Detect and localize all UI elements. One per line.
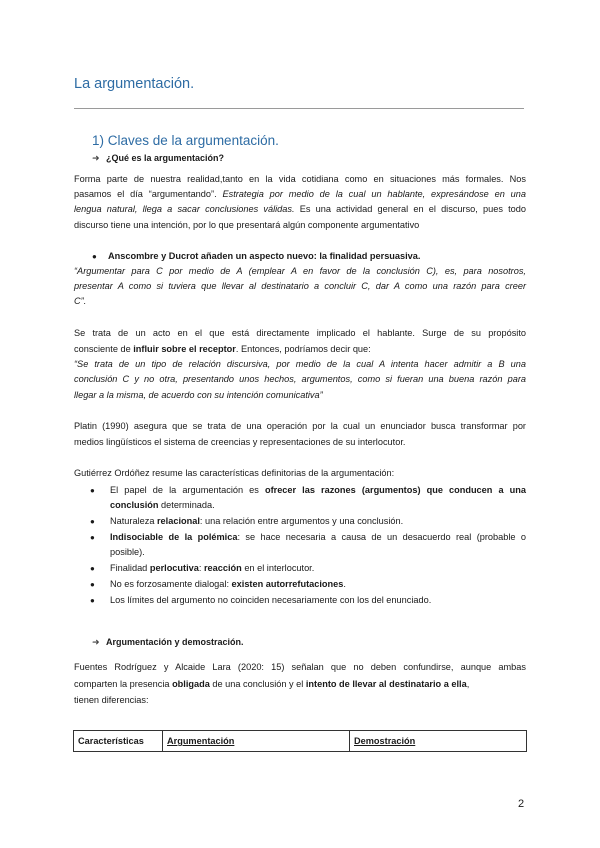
feature-1-line2: conclusión determinada. <box>110 500 215 510</box>
para1-line3: lengua natural, llega a sacar conclusiones válidas. Es una actividad general en el discurso, pues todo <box>74 204 526 214</box>
feature-4: Finalidad perlocutiva: reacción en el interlocutor. <box>110 563 315 573</box>
para2-line4: conclusión C y no otra, presentando unos hechos, argumentos, como si fueran una buena razón para <box>74 374 526 384</box>
bullet-icon: ● <box>90 596 95 605</box>
para1-line2: pasamos el día “argumentando”. Estrategia por medio de la cual un hablante, expresándose en una <box>74 189 526 199</box>
arrow-right-icon: ➜ <box>92 637 100 647</box>
feature-5: No es forzosamente dialogal: existen autorrefutaciones. <box>110 579 346 589</box>
para2-line1: Se trata de un acto en el que está directamente implicado el hablante. Surge de su propósito <box>74 328 526 338</box>
para1-line1: Forma parte de nuestra realidad,tanto en la vida cotidiana como en situaciones más formales. Nos <box>74 174 526 184</box>
para3-line2: medios lingüísticos el sistema de creencias y representaciones de su interlocutor. <box>74 437 406 447</box>
bullet-icon: ● <box>92 252 97 261</box>
page-number: 2 <box>518 798 525 810</box>
bullet-icon: ● <box>90 517 95 526</box>
feature-2: Naturaleza relacional: una relación entre argumentos y una conclusión. <box>110 516 404 526</box>
para5-line1: Fuentes Rodríguez y Alcaide Lara (2020: 15) señalan que no deben confundirse, aunque ambas <box>74 662 526 672</box>
title-divider <box>74 108 524 109</box>
para2-line3: “Se trata de un tipo de relación discursiva, por medio de la cual A intenta hacer admitir a B una <box>74 359 526 369</box>
bullet-icon: ● <box>90 486 95 495</box>
feature-1-line1: El papel de la argumentación es ofrecer las razones (argumentos) que conducen a una <box>110 485 526 495</box>
arrow-right-icon: ➜ <box>92 153 100 163</box>
feature-3-line1: Indisociable de la polémica: se hace necesaria a causa de un desacuerdo real (probable o <box>110 532 527 542</box>
table-header-cell: Características <box>74 731 163 752</box>
quote1-line1: “Argumentar para C por medio de A (emplear A en favor de la conclusión C), es, para nosotros, <box>74 266 526 276</box>
bullet-icon: ● <box>90 580 95 589</box>
quote1-line3: C”. <box>74 296 87 306</box>
quote1-line2: presentar A como si tuviera que llevar al destinatario a concluir C, dar A como una razón para creer <box>74 281 526 291</box>
subheading-que-es: ➜ ¿Qué es la argumentación? <box>92 153 225 163</box>
feature-6: Los límites del argumento no coinciden necesariamente con los del enunciado. <box>110 595 432 605</box>
feature-3-line2: posible). <box>110 547 145 557</box>
para2-line2: consciente de influir sobre el receptor. Entonces, podríamos decir que: <box>74 344 371 354</box>
document-title: La argumentación. <box>74 76 195 92</box>
bullet-icon: ● <box>90 533 95 542</box>
bullet-anscombre: Anscombre y Ducrot añaden un aspecto nuevo: la finalidad persuasiva. <box>108 251 421 261</box>
para1-line4: discurso tiene una intención, por lo que presentará algún componente argumentativo <box>74 220 420 230</box>
subheading-demostracion: ➜ Argumentación y demostración. <box>92 637 244 647</box>
table-header-cell: Demostración <box>350 731 527 752</box>
table-header-cell: Argumentación <box>163 731 350 752</box>
para5-line2: comparten la presencia obligada de una conclusión y el intento de llevar al destinatario a ella, <box>74 679 470 689</box>
para2-line5: llegar a la misma, de acuerdo con su intención comunicativa” <box>74 390 323 400</box>
para3-line1: Platin (1990) asegura que se trata de una operación por la cual un enunciador busca transformar por <box>74 421 526 431</box>
table-header-row <box>74 731 527 752</box>
para4-intro: Gutiérrez Ordóñez resume las características definitorias de la argumentación: <box>74 468 395 478</box>
para5-line3: tienen diferencias: <box>74 695 149 705</box>
section-heading: 1) Claves de la argumentación. <box>92 133 279 148</box>
bullet-icon: ● <box>90 564 95 573</box>
comparison-table <box>73 730 527 752</box>
